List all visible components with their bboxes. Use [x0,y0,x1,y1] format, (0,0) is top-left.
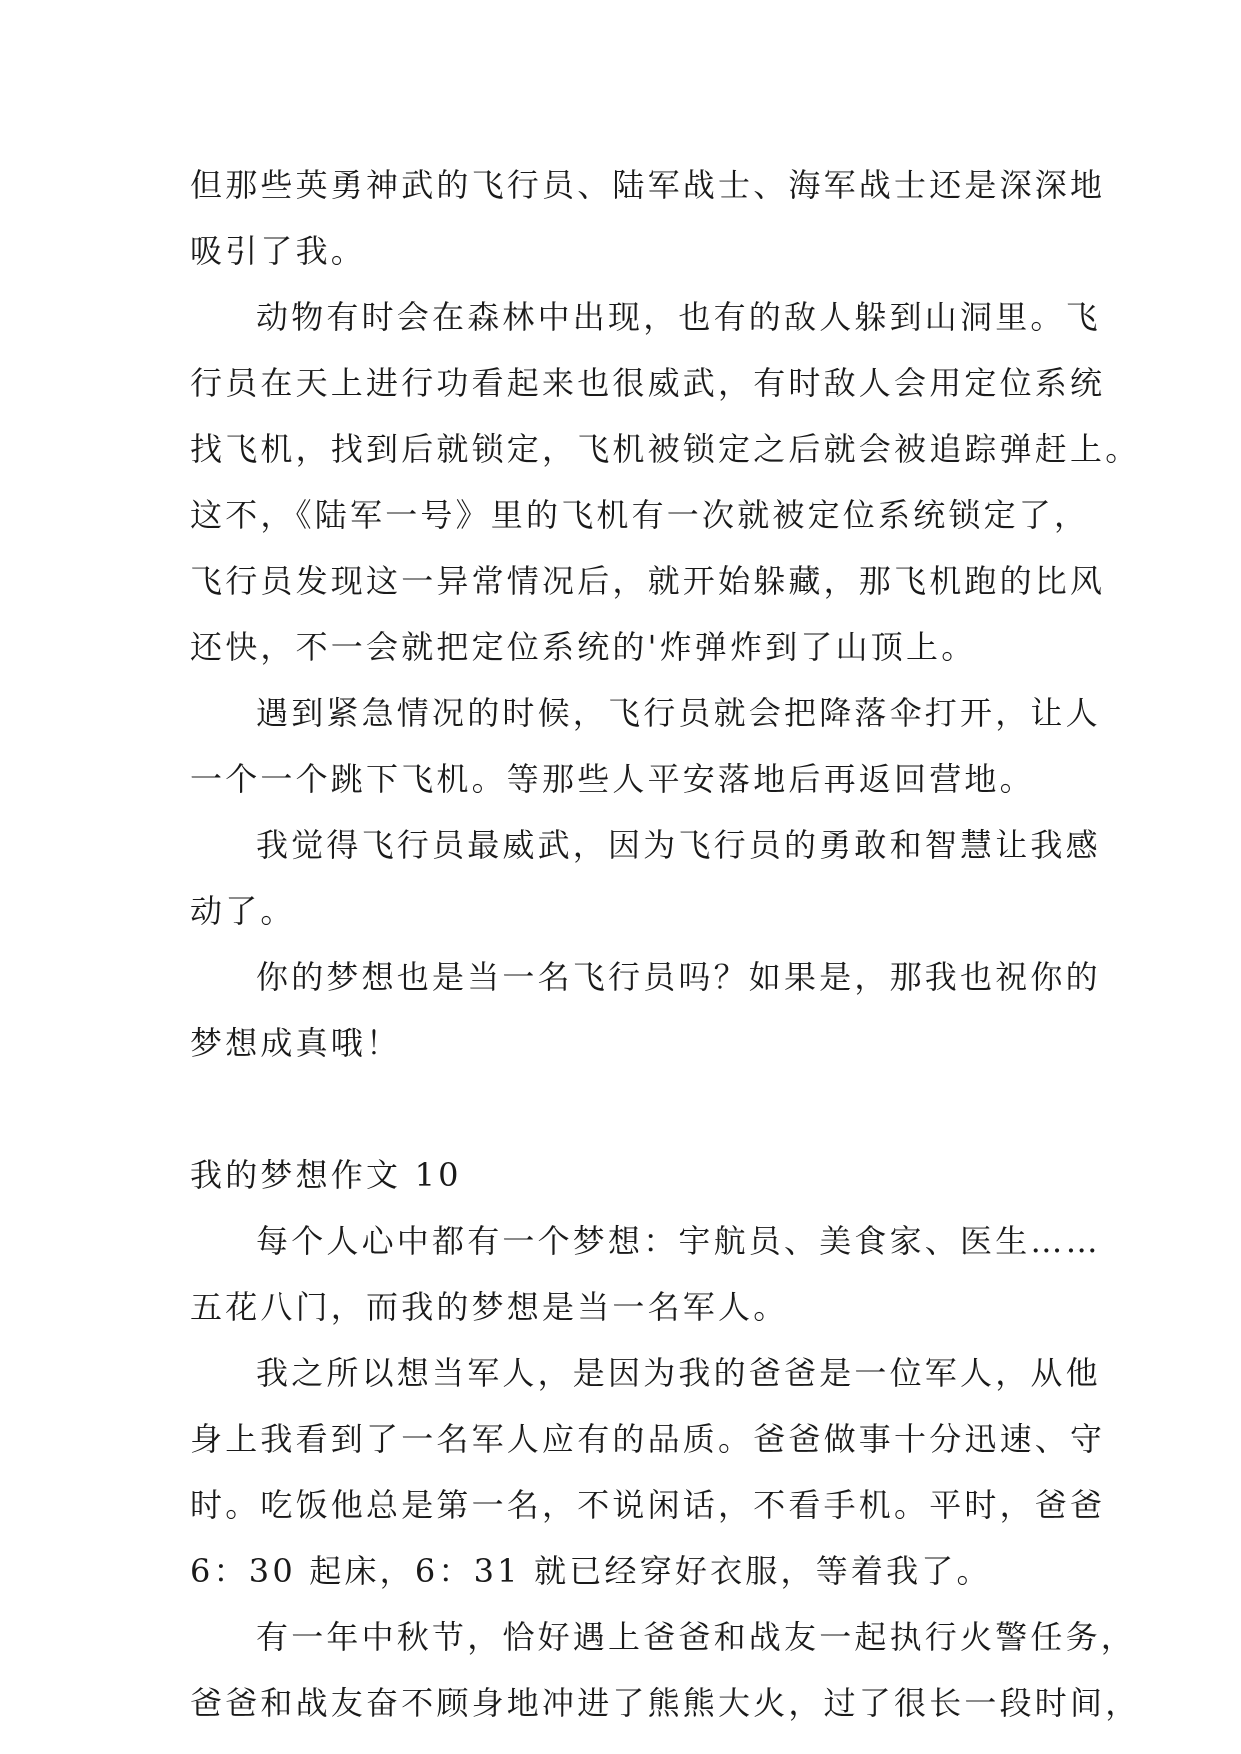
text-line: 飞行员发现这一异常情况后，就开始躲藏，那飞机跑的比风 [190,562,1106,600]
text-line: 动了。 [190,892,296,930]
paragraph-start-line: 遇到紧急情况的时候，飞行员就会把降落伞打开，让人 [256,694,1101,732]
essay-text-top [190,152,1141,1736]
essay-title: 我的梦想作文 10 [190,1156,462,1194]
text-line: 找飞机，找到后就锁定，飞机被锁定之后就会被追踪弹赶上。 [190,430,1141,468]
text-line: 一个一个跳下飞机。等那些人平安落地后再返回营地。 [190,760,1035,798]
text-line: 爸爸和战友奋不顾身地冲进了熊熊大火，过了很长一段时间， [190,1684,1141,1722]
paragraph-start-line: 我觉得飞行员最威武，因为飞行员的勇敢和智慧让我感 [256,826,1101,864]
text-line: 这不，《陆军一号》里的飞机有一次就被定位系统锁定了， [190,496,1090,534]
text-line: 时。吃饭他总是第一名，不说闲话，不看手机。平时，爸爸 [190,1486,1106,1524]
text-line: 6：30 起床，6：31 就已经穿好衣服，等着我了。 [190,1552,992,1590]
text-line: 吸引了我。 [190,232,367,270]
text-line: 还快，不一会就把定位系统的'炸弹炸到了山顶上。 [190,628,977,666]
text-line: 梦想成真哦！ [190,1024,402,1062]
section-gap [190,1076,1050,1142]
text-line: 但那些英勇神武的飞行员、陆军战士、海军战士还是深深地 [190,166,1106,204]
paragraph-start-line: 每个人心中都有一个梦想：宇航员、美食家、医生…… [256,1222,1101,1260]
paragraph-start-line: 动物有时会在森林中出现，也有的敌人躲到山洞里。飞 [256,298,1101,336]
paragraph-start-line: 我之所以想当军人，是因为我的爸爸是一位军人，从他 [256,1354,1101,1392]
text-line: 身上我看到了一名军人应有的品质。爸爸做事十分迅速、守 [190,1420,1106,1458]
paragraph-start-line: 你的梦想也是当一名飞行员吗？如果是，那我也祝你的 [256,958,1101,996]
text-line: 五花八门，而我的梦想是当一名军人。 [190,1288,789,1326]
text-line: 行员在天上进行功看起来也很威武，有时敌人会用定位系统 [190,364,1106,402]
paragraph-start-line: 有一年中秋节，恰好遇上爸爸和战友一起执行火警任务， [256,1618,1137,1656]
